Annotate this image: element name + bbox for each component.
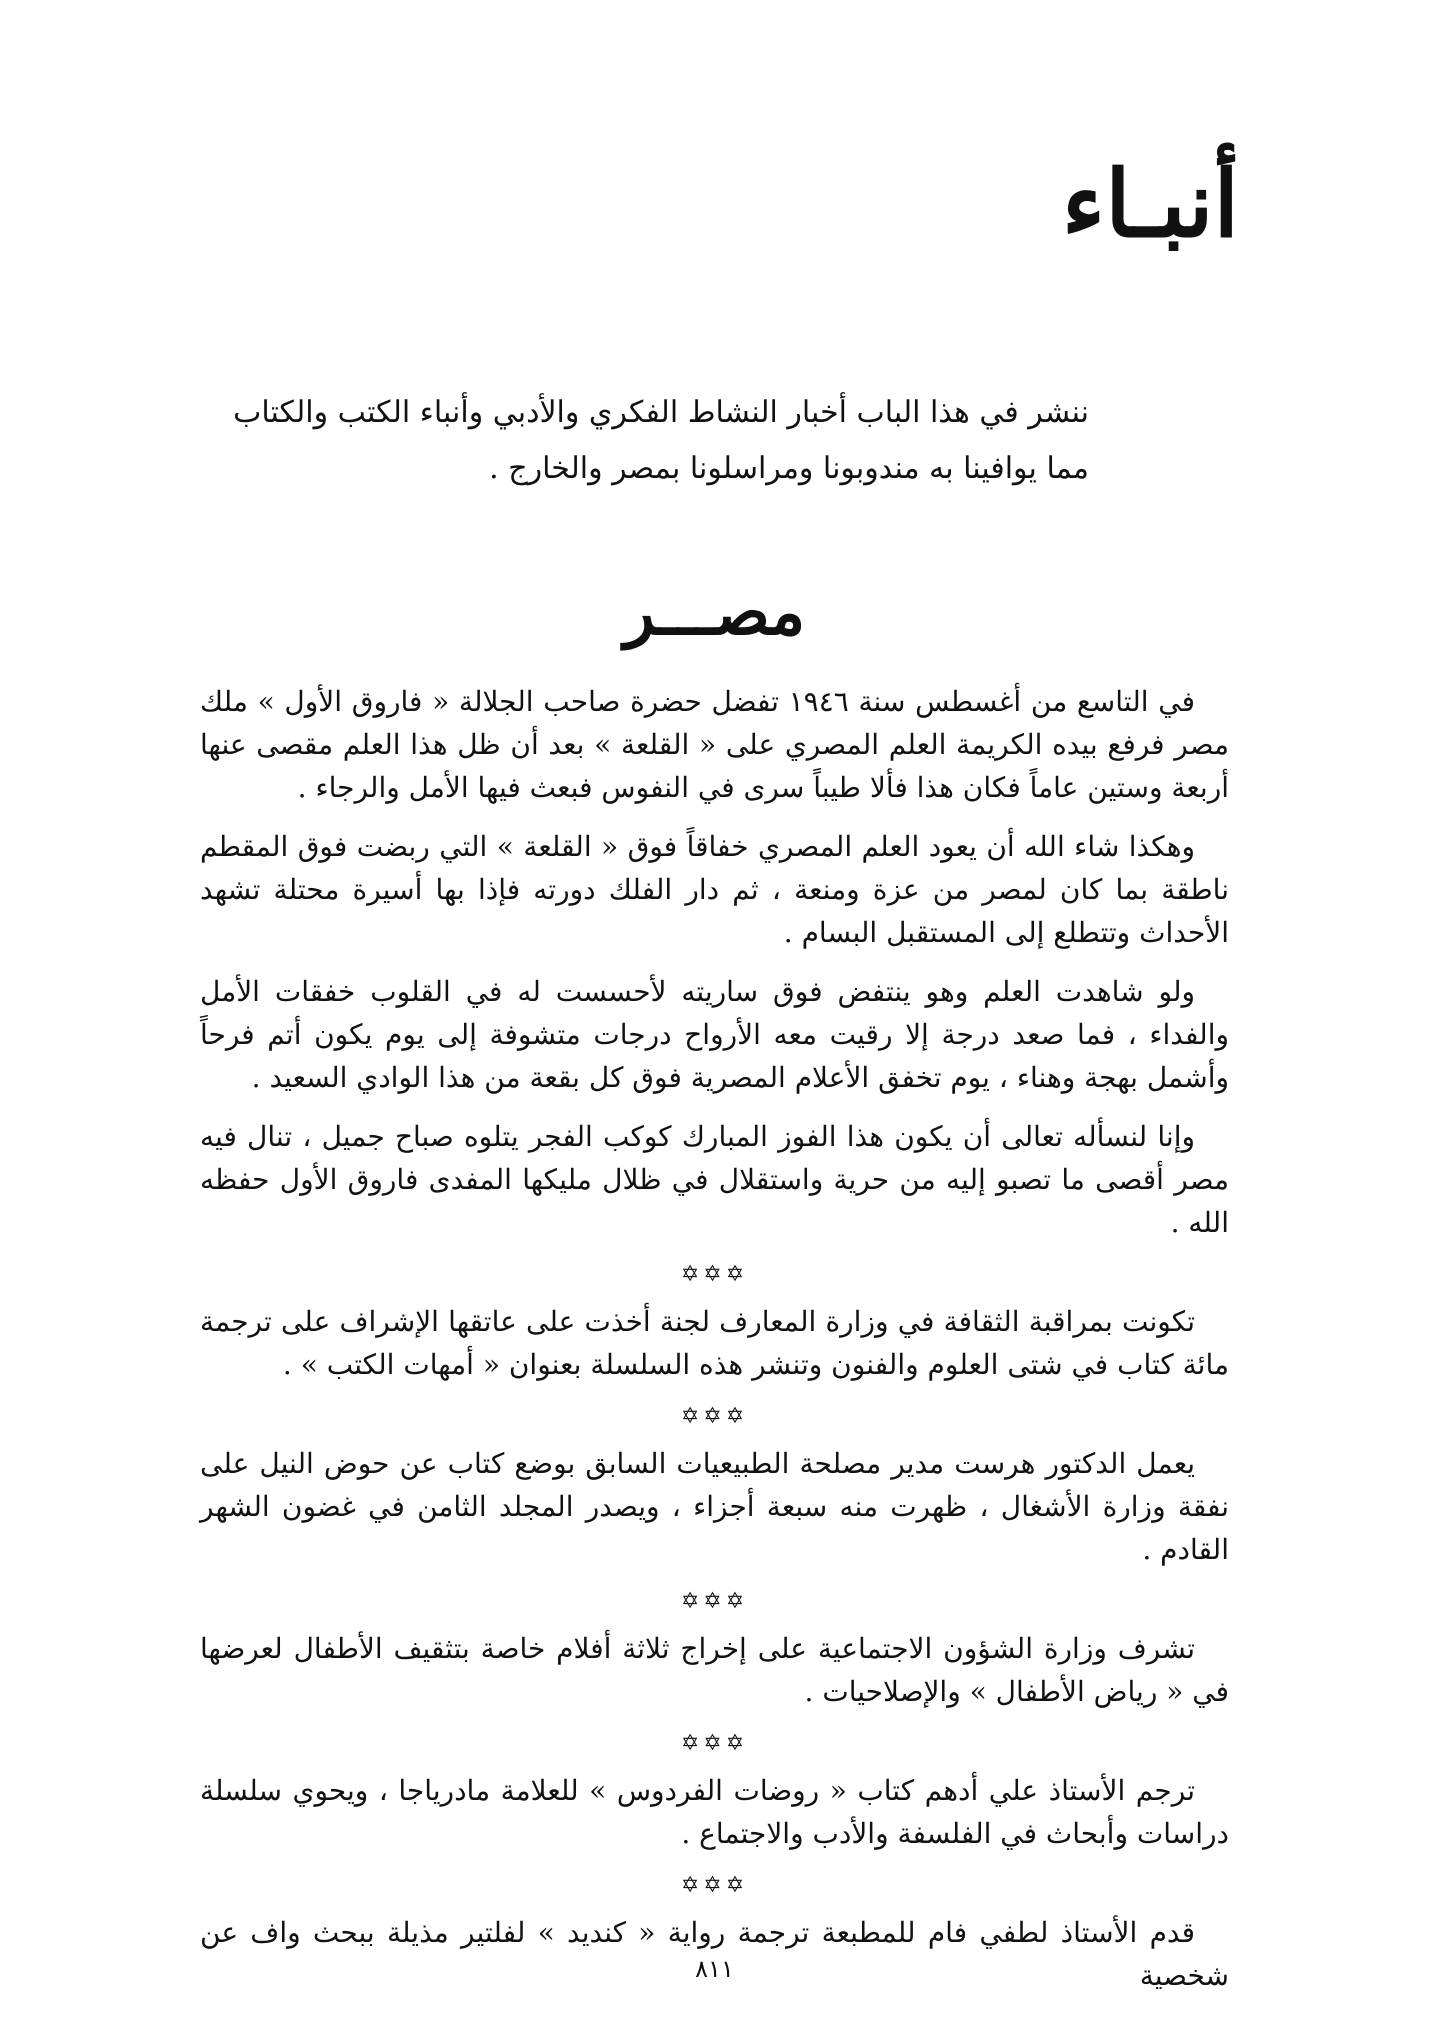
intro-paragraph xyxy=(200,385,1089,497)
body-paragraph: وهكذا شاء الله أن يعود العلم المصري خفاقاً فوق « القلعة » التي ربضت فوق المقطم ناطقة بما كان لمصر من عزة ومنعة ، ثم دار الفلك دورته فإذا بها أسيرة محتلة تشهد الأحداث وتتطلع إلى المستقبل البسام . xyxy=(200,830,1229,949)
star-divider: ✡✡✡ xyxy=(680,1262,749,1287)
news-item: يعمل الدكتور هرست مدير مصلحة الطبيعيات السابق بوضع كتاب عن حوض النيل على نفقة وزارة الأشغال ، ظهرت منه سبعة أجزاء ، ويصدر المجلد الثامن في غضون الشهر القادم . xyxy=(200,1447,1229,1566)
body-paragraph: ولو شاهدت العلم وهو ينتفض فوق ساريته لأحسست له في القلوب خفقات الأمل والفداء ، فما صعد درجة إلا رقيت معه الأرواح درجات متشوفة إلى يوم يكون أتم فرحاً وأشمل بهجة وهناء ، يوم تخفق الأعلام المصرية فوق كل بقعة من هذا الوادي السعيد . xyxy=(200,975,1229,1094)
section-heading: أنبـاء xyxy=(1061,150,1239,258)
news-item: تشرف وزارة الشؤون الاجتماعية على إخراج ثلاثة أفلام خاصة بتثقيف الأطفال لعرضها في « رياض الأطفال » والإصلاحيات . xyxy=(200,1632,1229,1708)
star-divider: ✡✡✡ xyxy=(680,1731,749,1756)
news-item: ترجم الأستاذ علي أدهم كتاب « روضات الفردوس » للعلامة مادرياجا ، ويحوي سلسلة دراسات وأبحاث في الفلسفة والأدب والاجتماع . xyxy=(200,1774,1229,1850)
body-paragraph: في التاسع من أغسطس سنة ١٩٤٦ تفضل حضرة صاحب الجلالة « فاروق الأول » ملك مصر فرفع بيده الكريمة العلم المصري على « القلعة » بعد أن ظل هذا العلم مقصى عنها أربعة وستين عاماً فكان هذا فألا طيباً سرى في النفوس فبعث فيها الأمل والرجاء . xyxy=(200,685,1229,804)
star-divider: ✡✡✡ xyxy=(680,1873,749,1898)
intro-line: مما يوافينا به مندوبونا ومراسلونا بمصر والخارج . xyxy=(489,451,1089,486)
news-item: قدم الأستاذ لطفي فام للمطبعة ترجمة رواية « كنديد » لفلتير مذيلة ببحث واف عن شخصية xyxy=(200,1916,1229,1992)
news-item: تكونت بمراقبة الثقافة في وزارة المعارف لجنة أخذت على عاتقها الإشراف على ترجمة مائة كتاب في شتى العلوم والفنون وتنشر هذه السلسلة بعنوان « أمهات الكتب » . xyxy=(200,1305,1229,1381)
star-divider: ✡✡✡ xyxy=(680,1404,749,1429)
page-number: ٨١١ xyxy=(695,1955,734,1983)
intro-line: ننشر في هذا الباب أخبار النشاط الفكري والأدبي وأنباء الكتب والكتاب xyxy=(233,395,1089,430)
body-paragraph: وإنا لنسأله تعالى أن يكون هذا الفوز المبارك كوكب الفجر يتلوه صباح جميل ، تنال فيه مصر أقصى ما تصبو إليه من حرية واستقلال في ظلال مليكها المفدى فاروق الأول حفظه الله . xyxy=(200,1120,1229,1239)
star-divider: ✡✡✡ xyxy=(680,1589,749,1614)
subsection-heading: مصـــر xyxy=(623,575,806,650)
article-body xyxy=(200,680,1229,2013)
